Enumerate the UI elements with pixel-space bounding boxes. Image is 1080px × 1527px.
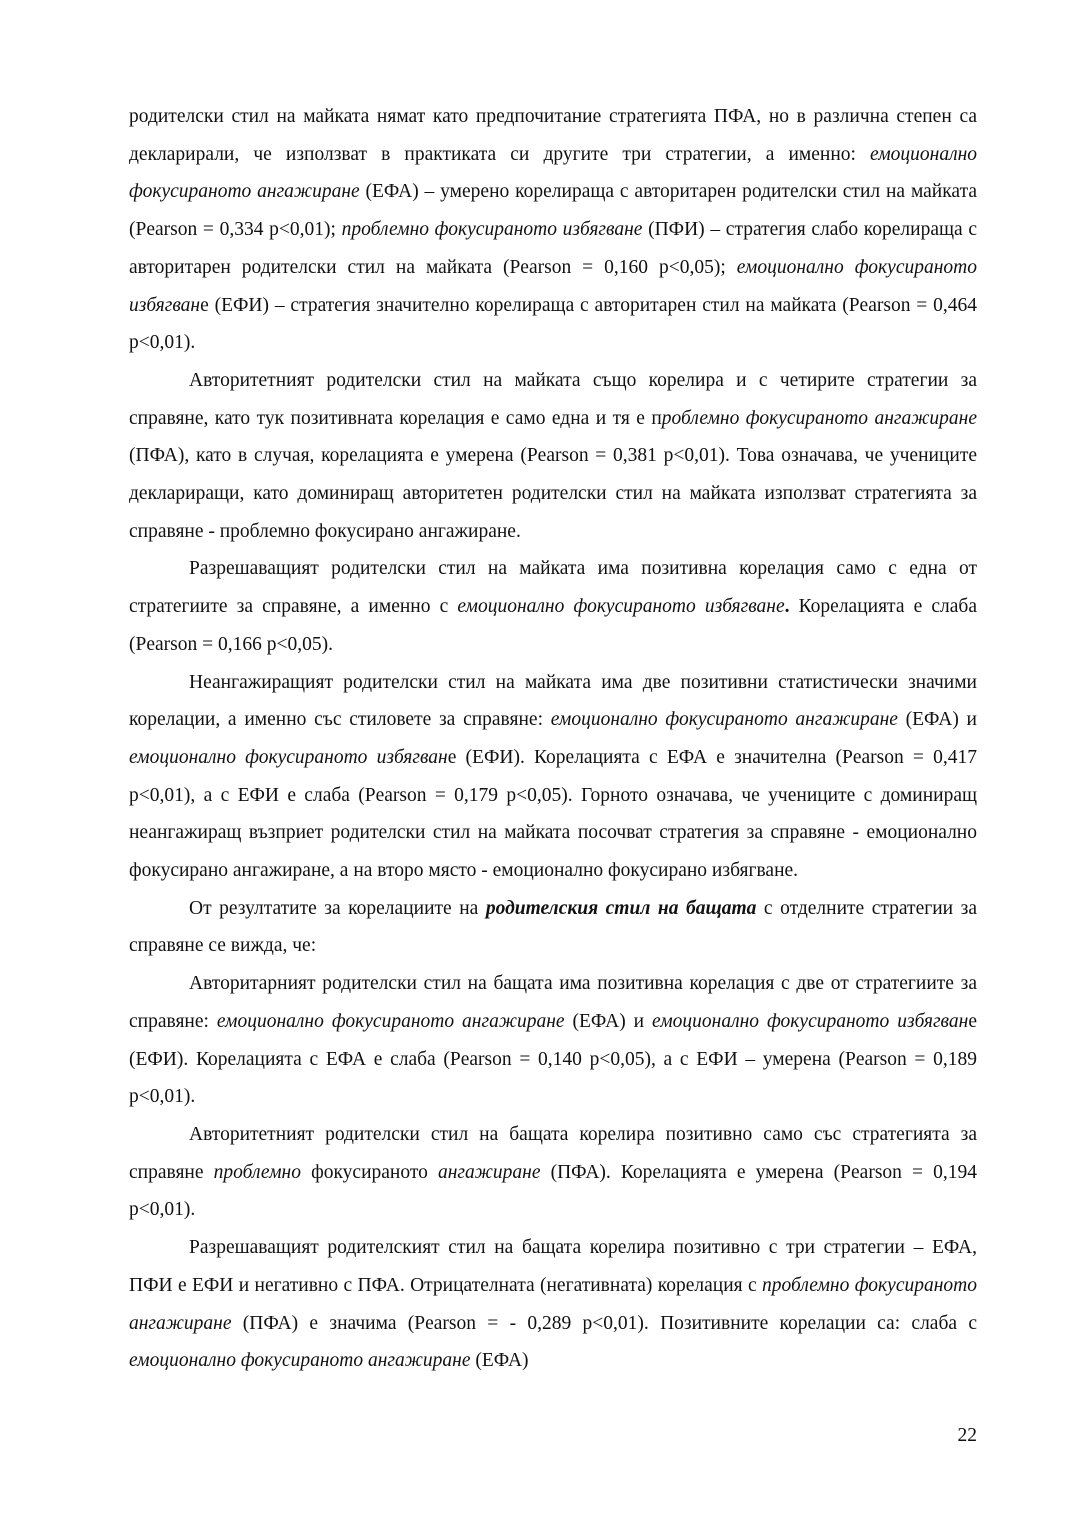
- paragraph: Разрешаващият родителски стил на майката има позитивна корелация само с една от стратегиите за справяне, а именно с емоционално фокусираното избягване. Корелацията е слаба (Pearson = 0,166 p<0,05).: [129, 558, 977, 655]
- italic-term: проблемно фокусираното ангажиране: [129, 1274, 977, 1334]
- italic-term: проблемно фокусираното избягване: [341, 219, 643, 241]
- paragraph: Разрешаващият родителският стил на бащата корелира позитивно с три стратегии – ЕФА, ПФИ е ЕФИ и негативно с ПФА. Отрицателната (негативната) корелация с проблемно фокусираното ангажиране (ПФА) е значима (Pearson = - 0,289 p<0,01). Позитивните корелации са: слаба с емоционално фокусираното ангажиране (ЕФА): [129, 1237, 977, 1372]
- italic-term: емоционално фокусираното ангажиране: [216, 1010, 565, 1032]
- italic-term: емоционално фокусираното ангажиране: [129, 143, 977, 203]
- paragraph: Авторитарният родителски стил на бащата има позитивна корелация с две от стратегиите за справяне: емоционално фокусираното ангажиране (ЕФА) и емоционално фокусираното избягване (ЕФИ). Корелацията с ЕФА е слаба (Pearson = 0,140 p<0,05), а с ЕФИ – умерена (Pearson = 0,189 p<0,01).: [129, 973, 977, 1108]
- emphasized-term: .: [784, 596, 790, 618]
- italic-term: проблемно: [213, 1161, 301, 1183]
- italic-term: емоционално фокусираното ангажиране: [550, 709, 898, 731]
- emphasized-term: родителския стил на бащата: [485, 897, 757, 919]
- page-number: 22: [957, 1425, 977, 1446]
- paragraph: Авторитетният родителски стил на бащата корелира позитивно само със стратегията за справяне проблемно фокусираното ангажиране (ПФА). Корелацията е умерена (Pearson = 0,194 p<0,01).: [129, 1123, 978, 1221]
- italic-term: ангажиране: [437, 1161, 541, 1183]
- paragraph: От резултатите за корелациите на родителския стил на бащата с отделните стратегии за справяне се вижда, че:: [129, 897, 977, 957]
- italic-term: емоционално фокусираното избягван: [652, 1010, 969, 1032]
- italic-term: емоционално фокусираното избягване: [457, 596, 785, 618]
- paragraph: родителски стил на майката нямат като предпочитание стратегията ПФА, но в различна степен са декларирали, че използват в практиката си другите три стратегии, а именно: емоционално фокусираното ангажиране (ЕФА) – умерено корелираща с авторитарен родителски стил на майката (Pearson = 0,334 p<0,01); проблемно фокусираното избягване (ПФИ) – стратегия слабо корелираща с авторитарен родителски стил на майката (Pearson = 0,160 p<0,05); емоционално фокусираното избягване (ЕФИ) – стратегия значително корелираща с авторитарен стил на майката (Pearson = 0,464 p<0,01).: [129, 106, 978, 354]
- italic-term: емоционално фокусираното избягван: [129, 256, 977, 316]
- italic-term: емоционално фокусираното ангажиране: [129, 1350, 471, 1372]
- paragraph: Авторитетният родителски стил на майката също корелира и с четирите стратегии за справяне, като тук позитивната корелация е само една и тя е проблемно фокусираното ангажиране (ПФА), като в случая, корелацията е умерена (Pearson = 0,381 p<0,01). Това означава, че учениците деклариращи, като доминиращ авторитетен родителски стил на майката използват стратегията за справяне - проблемно фокусирано ангажиране.: [129, 369, 977, 542]
- italic-term: роблемно фокусираното ангажиране: [661, 407, 977, 429]
- italic-term: емоционално фокусираното избягван: [129, 746, 448, 768]
- paragraph: Неангажиращият родителски стил на майката има две позитивни статистически значими корелации, а именно със стиловете за справяне: емоционално фокусираното ангажиране (ЕФА) и емоционално фокусираното избягване (ЕФИ). Корелацията с ЕФА е значителна (Pearson = 0,417 p<0,01), а с ЕФИ е слаба (Pearson = 0,179 p<0,05). Горното означава, че учениците с доминиращ неангажиращ възприет родителски стил на майката посочват стратегия за справяне - емоционално фокусирано ангажиране, а на второ място - емоционално фокусирано избягване.: [129, 671, 977, 882]
